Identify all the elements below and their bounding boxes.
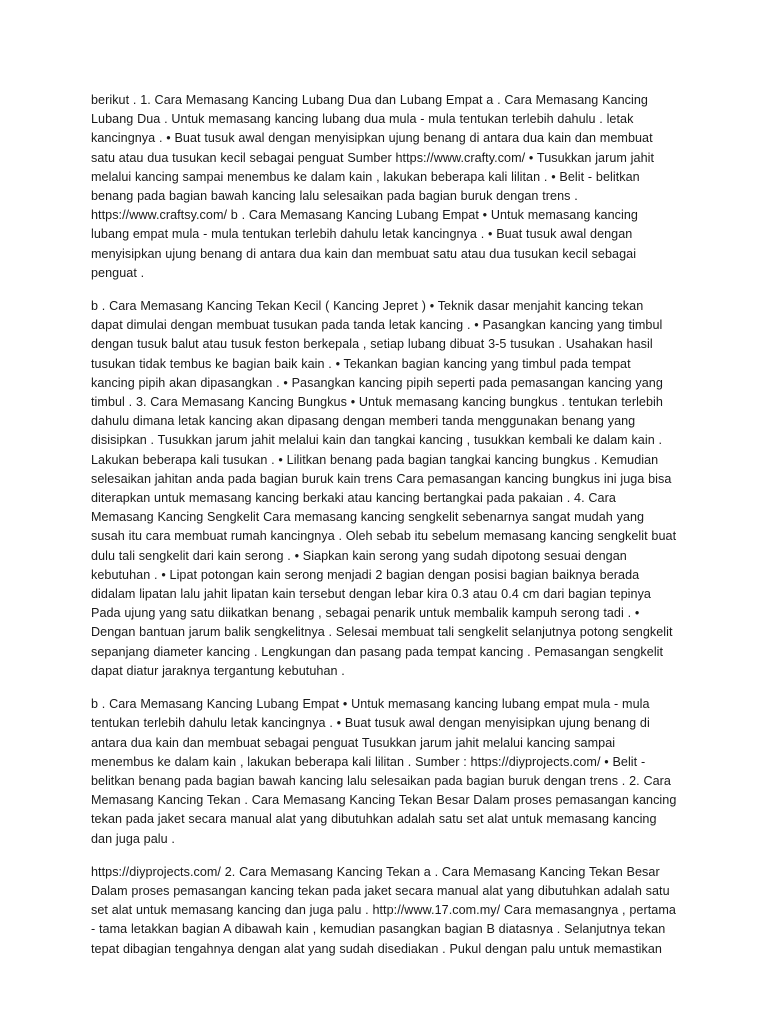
body-paragraph-4: https://diyprojects.com/ 2. Cara Memasang Kancing Tekan a . Cara Memasang Kancing Tekan Besar Dalam proses pemasangan kancing tekan pada jaket secara manual alat yang dibutuhkan adalah satu set alat untuk memasang kancing dan juga palu . http://www.17.com.my/ Cara memasangnya , pertama - tama letakkan bagian A dibawah kain , kemudian pasangkan bagian B diatasnya . Selanjutnya tekan tepat dibagian tengahnya dengan alat yang sudah disediakan . Pukul dengan palu untuk memastikan: [91, 864, 676, 956]
body-paragraph-1: berikut . 1. Cara Memasang Kancing Lubang Dua dan Lubang Empat a . Cara Memasang Kancing Lubang Dua . Untuk memasang kancing lubang dua mula - mula tentukan terlebih dahulu . letak kancingnya . • Buat tusuk awal dengan menyisipkan ujung benang di antara dua kain dan membuat satu atau dua tusukan kecil sebagai penguat Sumber https://www.crafty.com/ • Tusukkan jarum jahit melalui kancing sampai menembus ke dalam kain , lakukan beberapa kali lilitan . • Belit - belitkan benang pada bagian bawah kancing lalu selesaikan pada bagian buruk dengan trens . https://www.craftsy.com/ b . Cara Memasang Kancing Lubang Empat • Untuk memasang kancing lubang empat mula - mula tentukan terlebih dahulu letak kancingnya . • Buat tusuk awal dengan menyisipkan ujung benang di antara dua kain dan membuat satu atau dua tusukan kecil sebagai penguat .: [91, 93, 655, 280]
body-paragraph-3: b . Cara Memasang Kancing Lubang Empat • Untuk memasang kancing lubang empat mula - mula tentukan terlebih dahulu letak kancingnya . • Buat tusuk awal dengan menyisipkan ujung benang di antara dua kain dan membuat sebagai penguat Tusukkan jarum jahit melalui kancing sampai menembus ke dalam kain , lakukan beberapa kali lilitan . Sumber : https://diyprojects.com/ • Belit - belitkan benang pada bagian bawah kancing lalu selesaikan pada bagian buruk dengan trens . 2. Cara Memasang Kancing Tekan . Cara Memasang Kancing Tekan Besar Dalam proses pemasangan kancing tekan pada jaket secara manual alat yang dibutuhkan adalah satu set alat untuk memasang kancing dan juga palu .: [91, 697, 677, 846]
body-paragraph-2: b . Cara Memasang Kancing Tekan Kecil ( Kancing Jepret ) • Teknik dasar menjahit kancing tekan dapat dimulai dengan membuat tusukan pada tanda letak kancing . • Pasangkan kancing yang timbul dengan tusuk balut atau tusuk feston berkepala , setiap lubang dibuat 3-5 tusukan . Usahakan hasil tusukan tidak tembus ke bagian baik kain . • Tekankan bagian kancing yang timbul pada tempat kancing pipih akan dipasangkan . • Pasangkan kancing pipih seperti pada pemasangan kancing yang timbul . 3. Cara Memasang Kancing Bungkus • Untuk memasang kancing bungkus . tentukan terlebih dahulu dimana letak kancing akan dipasang dengan memberi tanda menggunakan benang yang disisipkan . Tusukkan jarum jahit melalui kain dan tangkai kancing , tusukkan kembali ke dalam kain . Lakukan beberapa kali tusukan . • Lilitkan benang pada bagian tangkai kancing bungkus . Kemudian selesaikan jahitan anda pada bagian buruk kain trens Cara pemasangan kancing bungkus ini juga bisa diterapkan untuk memasang kancing berkaki atau kancing bertangkai pada pakaian . 4. Cara Memasang Kancing Sengkelit Cara memasang kancing sengkelit sebenarnya sangat mudah yang susah itu cara membuat rumah kancingnya . Oleh sebab itu sebelum memasang kancing sengkelit buat dulu tali sengkelit dari kain serong . • Siapkan kain serong yang sudah dipotong sesuai dengan kebutuhan . • Lipat potongan kain serong menjadi 2 bagian dengan posisi bagian baiknya berada didalam lipatan lalu jahit lipatan kain tersebut dengan lebar kira 0.3 atau 0.4 cm dari bagian tepinya Pada ujung yang satu diikatkan benang , sebagai penarik untuk membalik kampuh serong tadi . • Dengan bantuan jarum balik sengkelitnya . Selesai membuat tali sengkelit selanjutnya potong sengkelit sepanjang diameter kancing . Lengkungan dan pasang pada tempat kancing . Pemasangan sengkelit dapat diatur jaraknya tergantung kebutuhan .: [91, 299, 677, 678]
